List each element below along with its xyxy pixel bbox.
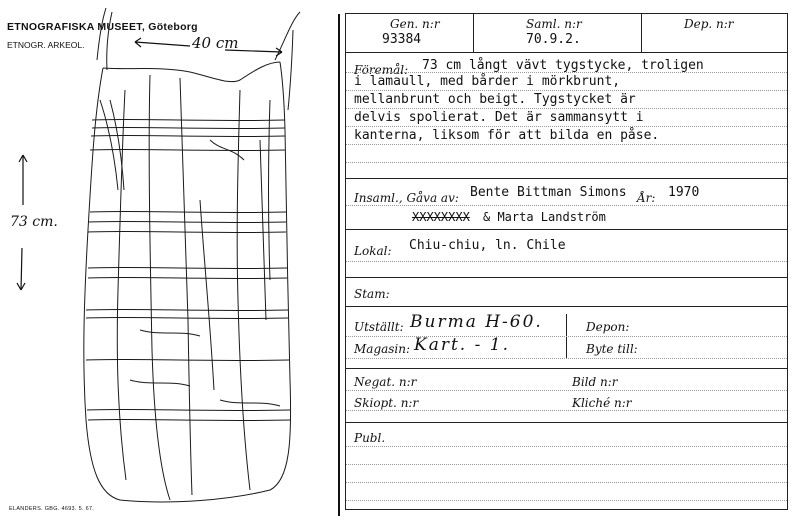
dotted-rule	[346, 205, 787, 206]
publ-label: Publ.	[354, 431, 386, 445]
lokal-label: Lokal:	[354, 244, 392, 258]
header-divider-1	[473, 14, 474, 52]
header-rule	[346, 52, 787, 53]
bild-label: Bild n:r	[572, 375, 618, 389]
dotted-rule	[346, 108, 787, 109]
saml-label: Saml. n:r	[526, 17, 582, 31]
dotted-rule	[346, 162, 787, 163]
width-annotation: 40 cm	[192, 34, 239, 52]
ar-label: År:	[637, 191, 656, 205]
dotted-rule	[346, 72, 787, 73]
section-rule	[346, 422, 787, 423]
ar-value: 1970	[668, 185, 700, 200]
header-divider-2	[641, 14, 642, 52]
stam-label: Stam:	[354, 287, 390, 301]
lokal-value: Chiu-chiu, ln. Chile	[409, 238, 566, 253]
dotted-rule	[346, 358, 787, 359]
dotted-rule	[346, 261, 787, 262]
dotted-rule	[346, 464, 787, 465]
skiopt-label: Skiopt. n:r	[354, 396, 419, 410]
cliche-label: Kliché n:r	[572, 396, 632, 410]
center-divider	[338, 14, 340, 516]
utstallt-value: Burma H-60.	[410, 312, 543, 332]
utstallt-label: Utställt:	[354, 320, 404, 334]
foremal-line-1: 73 cm långt vävt tygstycke, troligen	[422, 58, 704, 73]
museum-name: ETNOGRAFISKA MUSEET, Göteborg	[7, 21, 198, 33]
foremal-line-2: i lamaull, med bårder i mörkbrunt,	[354, 74, 621, 89]
catalogue-card	[345, 13, 788, 510]
insaml-label: Insaml., Gåva av:	[354, 191, 459, 205]
sketch-panel	[0, 0, 340, 523]
section-rule	[346, 306, 787, 307]
dotted-rule	[346, 144, 787, 145]
insaml-line-2: & Marta Landström	[483, 210, 606, 224]
dotted-rule	[346, 446, 787, 447]
insaml-value: Bente Bittman Simons	[470, 185, 627, 200]
foremal-label: Föremål:	[354, 63, 409, 77]
dotted-rule	[346, 336, 787, 337]
gen-label: Gen. n:r	[390, 17, 440, 31]
section-rule	[346, 277, 787, 278]
section-rule	[346, 178, 787, 179]
dotted-rule	[346, 90, 787, 91]
foremal-line-4: delvis spolierat. Det är sammansytt i	[354, 110, 644, 125]
magasin-value: Kart. - 1.	[414, 335, 510, 355]
negat-label: Negat. n:r	[354, 375, 417, 389]
foremal-line-3: mellanbrunt och beigt. Tygstycket är	[354, 92, 636, 107]
dotted-rule	[346, 390, 787, 391]
saml-value: 70.9.2.	[526, 32, 581, 47]
height-annotation: 73 cm.	[10, 214, 58, 230]
dep-label: Dep. n:r	[684, 17, 734, 31]
gen-value: 93384	[382, 32, 422, 47]
dotted-rule	[346, 410, 787, 411]
section-rule	[346, 229, 787, 230]
depon-label: Depon:	[586, 320, 630, 334]
textile-sketch	[0, 0, 340, 523]
section-rule	[346, 368, 787, 369]
byte-label: Byte till:	[586, 342, 638, 356]
magasin-label: Magasin:	[354, 342, 411, 356]
dotted-rule	[346, 482, 787, 483]
museum-subtitle: ETNOGR. ARKEOL.	[7, 40, 85, 50]
dotted-rule	[346, 126, 787, 127]
dotted-rule	[346, 500, 787, 501]
foremal-line-5: kanterna, liksom för att bilda en påse.	[354, 128, 660, 143]
printer-note: ELANDERS. GBG. 4693. 5. 67.	[9, 506, 95, 512]
insaml-struck: XXXXXXXX	[412, 210, 470, 224]
